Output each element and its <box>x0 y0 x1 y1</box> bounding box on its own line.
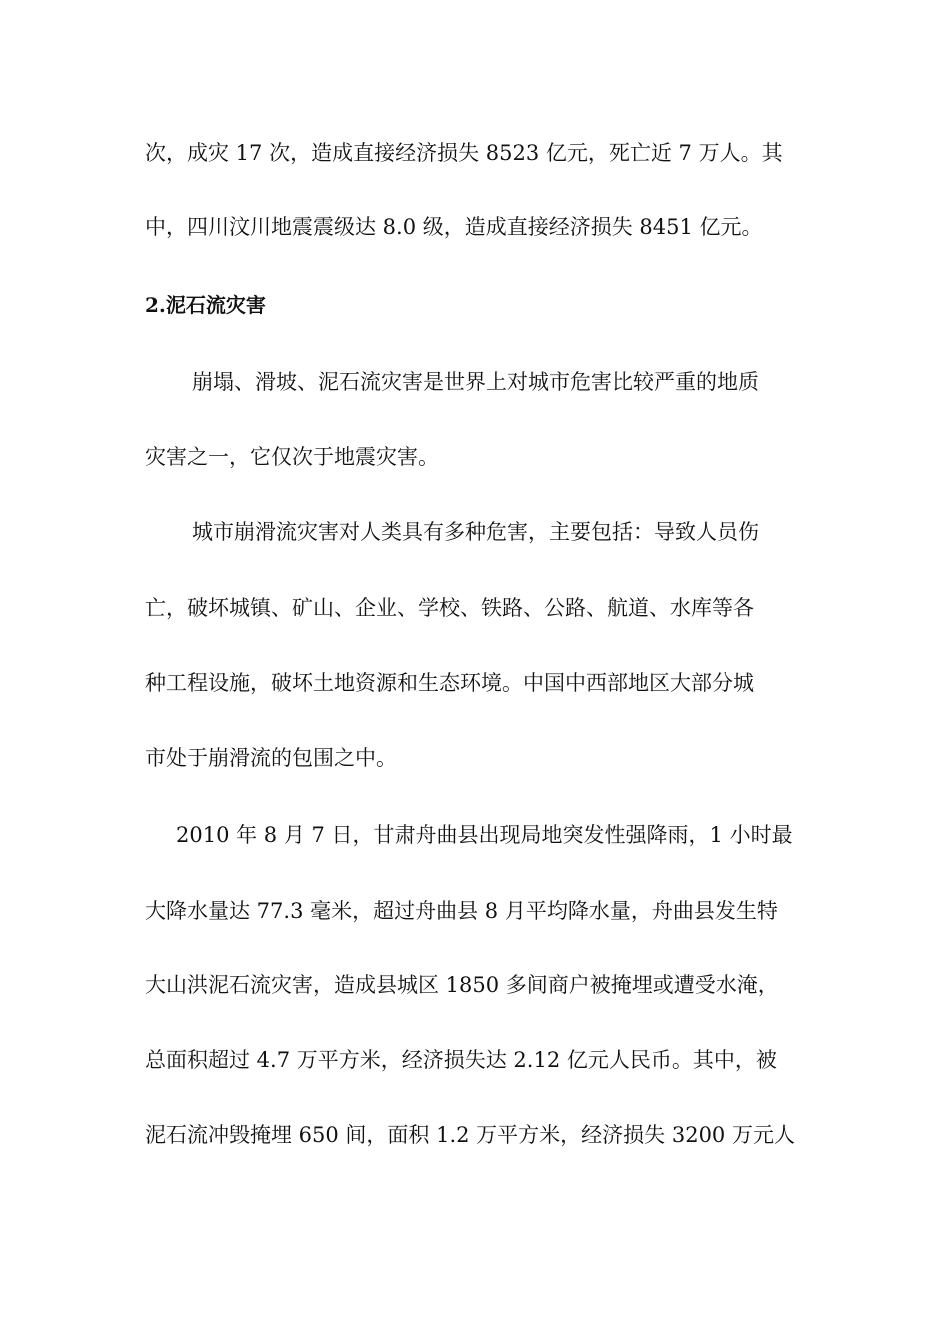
paragraph-4-line-1: 2010 年 8 月 7 日，甘肃舟曲县出现局地突发性强降雨，1 小时最 <box>176 823 793 847</box>
paragraph-2-line-2: 灾害之一，它仅次于地震灾害。 <box>145 445 439 469</box>
paragraph-4-line-4: 总面积超过 4.7 万平方米，经济损失达 2.12 亿元人民币。其中，被 <box>145 1048 777 1072</box>
paragraph-3-line-4: 市处于崩滑流的包围之中。 <box>145 746 397 770</box>
paragraph-2-line-1: 崩塌、滑坡、泥石流灾害是世界上对城市危害比较严重的地质 <box>192 370 759 394</box>
paragraph-4-line-2: 大降水量达 77.3 毫米，超过舟曲县 8 月平均降水量，舟曲县发生特 <box>145 899 778 923</box>
paragraph-1-line-1: 次，成灾 17 次，造成直接经济损失 8523 亿元，死亡近 7 万人。其 <box>145 141 783 165</box>
section-heading: 2.泥石流灾害 <box>145 293 266 317</box>
paragraph-4-line-3: 大山洪泥石流灾害，造成县城区 1850 多间商户被掩埋或遭受水淹， <box>145 973 779 997</box>
paragraph-1-line-2: 中，四川汶川地震震级达 8.0 级，造成直接经济损失 8451 亿元。 <box>145 215 763 239</box>
paragraph-3-line-3: 种工程设施，破坏土地资源和生态环境。中国中西部地区大部分城 <box>145 671 754 695</box>
paragraph-3-line-2: 亡，破坏城镇、矿山、企业、学校、铁路、公路、航道、水库等各 <box>145 596 754 620</box>
paragraph-4-line-5: 泥石流冲毁掩埋 650 间，面积 1.2 万平方米，经济损失 3200 万元人 <box>145 1123 795 1147</box>
paragraph-3-line-1: 城市崩滑流灾害对人类具有多种危害，主要包括：导致人员伤 <box>192 520 759 544</box>
